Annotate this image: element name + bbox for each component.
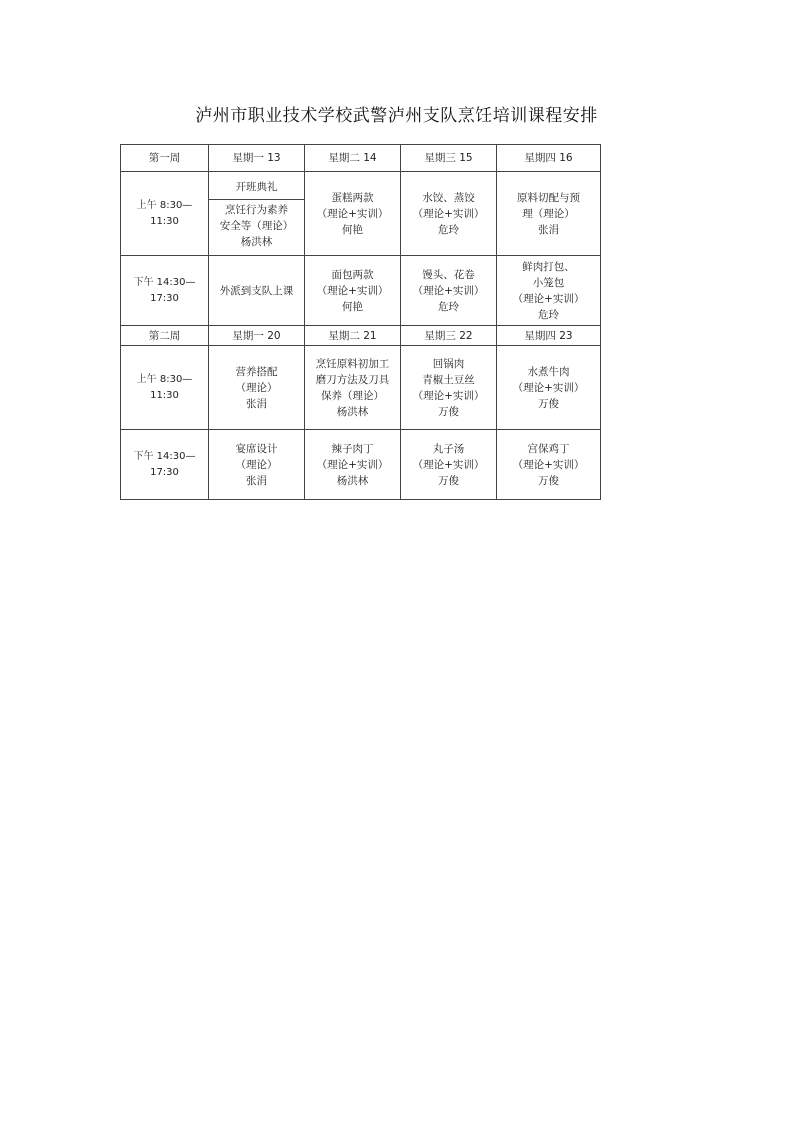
week1-day-tue: 星期二 14: [305, 145, 401, 172]
week1-afternoon-row: [121, 256, 601, 326]
course-line: 水煮牛肉: [527, 365, 570, 378]
week2-afternoon-row: [121, 430, 601, 500]
teacher-name: 万俊: [438, 405, 459, 418]
course-line: （理论+实训）: [412, 207, 485, 220]
week2-morning-tue: [305, 346, 401, 430]
teacher-name: 张涓: [538, 223, 559, 236]
course-line: 面包两款: [331, 268, 374, 281]
teacher-name: 危玲: [438, 223, 459, 236]
course-line: 宫保鸡丁: [527, 442, 570, 455]
schedule-table: [120, 144, 601, 500]
week2-afternoon-time: 下午 14:30— 17:30: [121, 430, 209, 500]
week1-day-mon: 星期一 13: [209, 145, 305, 172]
week2-afternoon-tue: [305, 430, 401, 500]
course-line: 回锅肉: [432, 357, 465, 370]
teacher-name: 何艳: [342, 300, 363, 313]
week1-morning-mon-course: [211, 200, 302, 250]
course-line: 蛋糕两款: [331, 191, 374, 204]
teacher-name: 杨洪林: [240, 236, 273, 248]
course-line: （理论）: [235, 381, 278, 394]
week1-morning-row: [121, 172, 601, 256]
week2-afternoon-mon: [209, 430, 305, 500]
week1-morning-thu: [497, 172, 601, 256]
week2-header-row: [121, 326, 601, 346]
course-line: 烹饪行为素养: [225, 204, 288, 216]
week2-morning-row: [121, 346, 601, 430]
course-line: （理论+实训）: [512, 381, 585, 394]
week2-label: 第二周: [121, 326, 209, 346]
course-line: 磨刀方法及刀具: [315, 373, 390, 386]
week2-morning-wed: [401, 346, 497, 430]
course-line: 外派到支队上课: [219, 284, 294, 297]
course-line: 青椒土豆丝: [422, 373, 475, 386]
week1-label: 第一周: [121, 145, 209, 172]
course-line: 水饺、蒸饺: [422, 191, 475, 204]
week1-morning-time: 上午 8:30—11:30: [121, 172, 209, 256]
course-line: （理论+实训）: [412, 458, 485, 471]
week1-afternoon-mon: [209, 256, 305, 326]
teacher-name: 危玲: [538, 308, 559, 321]
opening-ceremony: 开班典礼: [209, 177, 304, 200]
course-line: 原料切配与预: [517, 191, 580, 204]
week2-afternoon-wed: [401, 430, 497, 500]
teacher-name: 杨洪林: [336, 405, 369, 418]
week1-afternoon-tue: [305, 256, 401, 326]
teacher-name: 危玲: [438, 300, 459, 313]
teacher-name: 万俊: [538, 397, 559, 410]
week2-day-thu: 星期四 23: [497, 326, 601, 346]
course-line: （理论+实训）: [316, 207, 389, 220]
course-line: （理论+实训）: [512, 458, 585, 471]
schedule-table-wrapper: [120, 144, 585, 487]
week2-morning-time: 上午 8:30—11:30: [121, 346, 209, 430]
week1-header-row: [121, 145, 601, 172]
course-line: 鲜肉打包、: [522, 260, 575, 273]
course-line: 辣子肉丁: [331, 442, 374, 455]
teacher-name: 万俊: [438, 474, 459, 487]
course-line: 安全等（理论）: [219, 220, 294, 232]
week2-day-mon: 星期一 20: [209, 326, 305, 346]
course-line: 烹饪原料初加工: [315, 357, 390, 370]
course-line: （理论+实训）: [412, 389, 485, 402]
week1-afternoon-thu: [497, 256, 601, 326]
teacher-name: 杨洪林: [336, 474, 369, 487]
teacher-name: 何艳: [342, 223, 363, 236]
week2-morning-mon: [209, 346, 305, 430]
teacher-name: 万俊: [538, 474, 559, 487]
course-line: 宴席设计: [235, 442, 278, 455]
week1-afternoon-wed: [401, 256, 497, 326]
week2-day-wed: 星期三 22: [401, 326, 497, 346]
course-line: 馒头、花卷: [422, 268, 475, 281]
course-line: 丸子汤: [432, 442, 465, 455]
page-title: 泸州市职业技术学校武警泸州支队烹饪培训课程安排: [195, 106, 598, 126]
week1-day-wed: 星期三 15: [401, 145, 497, 172]
course-line: 保养（理论）: [321, 389, 384, 402]
teacher-name: 张涓: [246, 474, 267, 487]
course-line: 理（理论）: [522, 207, 575, 220]
course-line: （理论+实训）: [316, 284, 389, 297]
week1-morning-wed: [401, 172, 497, 256]
teacher-name: 张涓: [246, 397, 267, 410]
course-line: （理论+实训）: [412, 284, 485, 297]
week1-day-thu: 星期四 16: [497, 145, 601, 172]
week2-morning-thu: [497, 346, 601, 430]
week1-afternoon-time: 下午 14:30— 17:30: [121, 256, 209, 326]
week1-morning-mon: [209, 172, 305, 256]
course-line: 小笼包: [532, 276, 565, 289]
week2-day-tue: 星期二 21: [305, 326, 401, 346]
course-line: （理论+实训）: [316, 458, 389, 471]
course-line: （理论+实训）: [512, 292, 585, 305]
week1-morning-tue: [305, 172, 401, 256]
course-line: 营养搭配: [235, 365, 278, 378]
course-line: （理论）: [235, 458, 278, 471]
week2-afternoon-thu: [497, 430, 601, 500]
